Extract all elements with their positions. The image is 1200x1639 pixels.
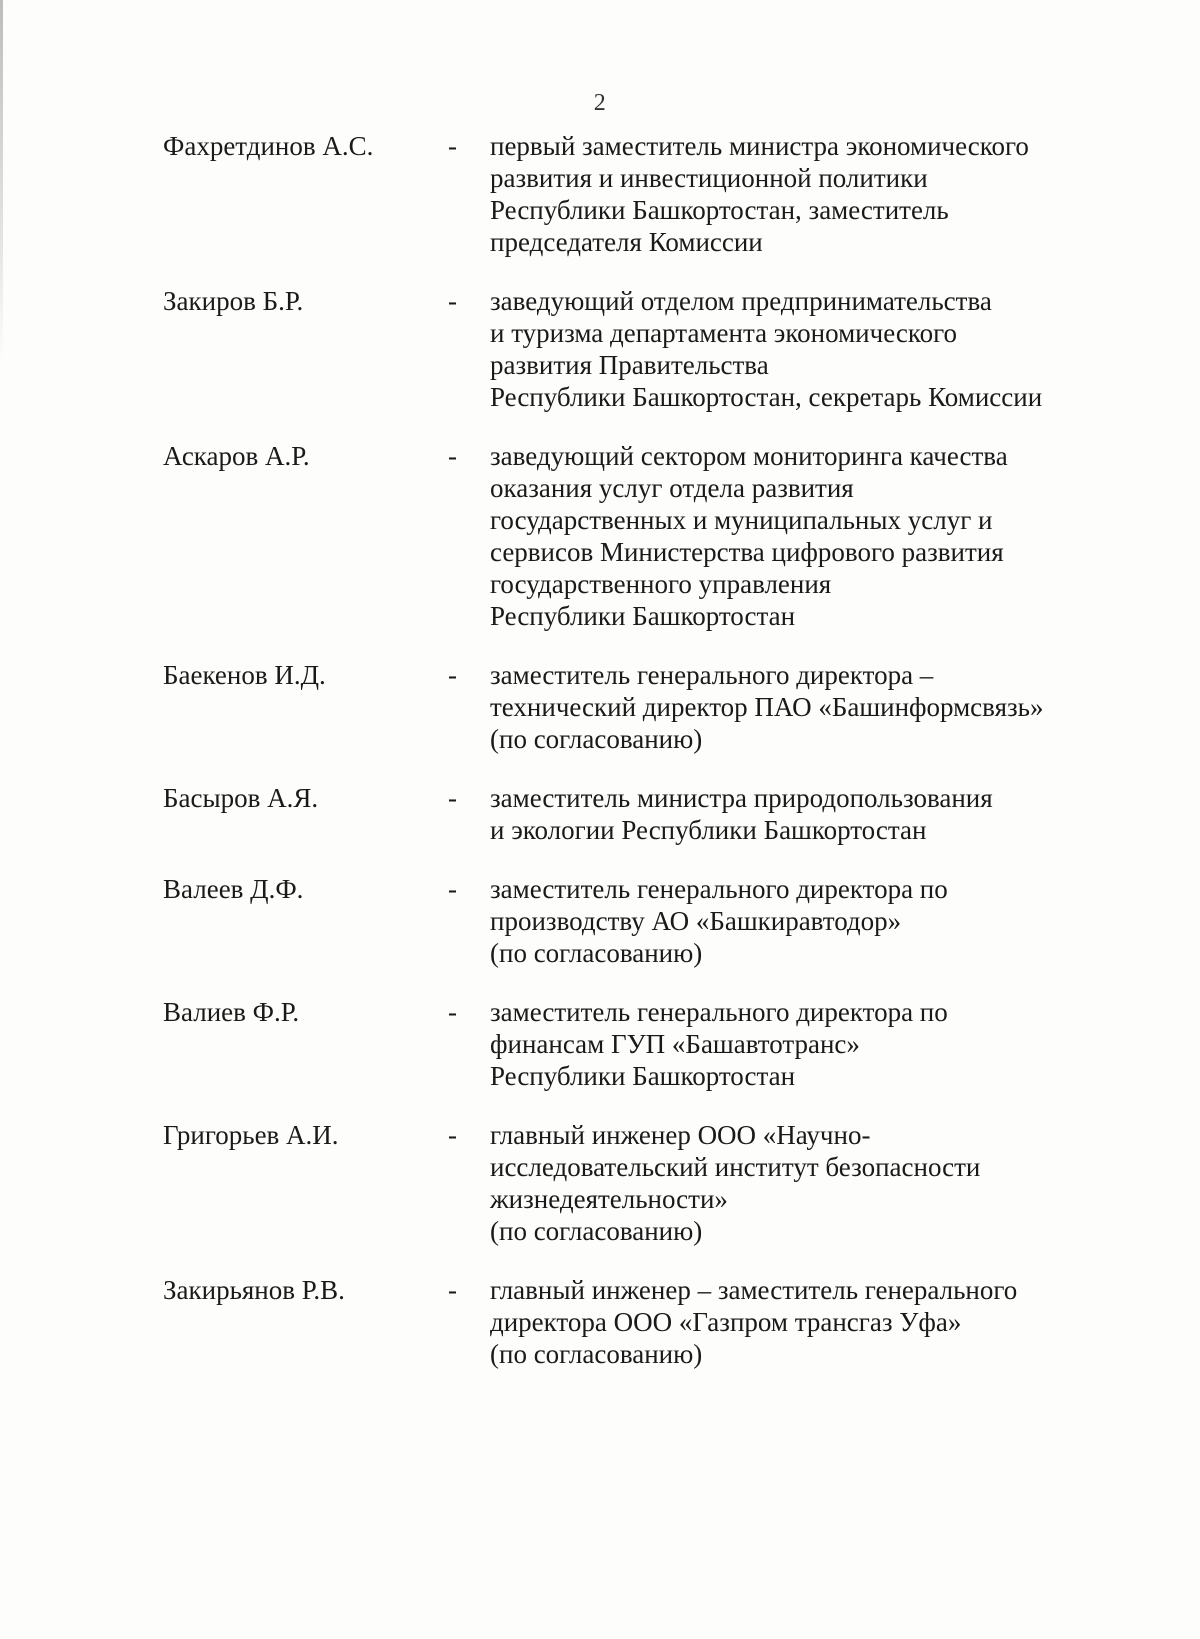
position-line: сервисов Министерства цифрового развития <box>490 537 1004 567</box>
member-row <box>163 873 1113 969</box>
position-line: производству АО «Башкиравтодор» <box>490 906 902 936</box>
member-name: Валиев Ф.Р. <box>163 997 300 1027</box>
position-line: Республики Башкортостан <box>490 601 796 631</box>
position-line: развития Правительства <box>490 350 769 380</box>
position-line: государственного управления <box>490 569 832 599</box>
position-line: и экологии Республики Башкортостан <box>490 815 927 845</box>
position-line: главный инженер – заместитель генерального <box>490 1275 1018 1305</box>
position-line: главный инженер ООО «Научно- <box>490 1120 871 1150</box>
member-dash: - <box>448 1120 457 1150</box>
position-line: заместитель генерального директора – <box>490 660 934 690</box>
position-line: заместитель министра природопользования <box>490 783 993 813</box>
member-row <box>163 440 1113 632</box>
member-row <box>163 782 1113 846</box>
member-dash: - <box>448 1275 457 1305</box>
position-line: (по согласованию) <box>490 1339 703 1369</box>
member-dash: - <box>448 441 457 471</box>
member-dash: - <box>448 874 457 904</box>
member-row <box>163 1274 1113 1370</box>
position-line: заместитель генерального директора по <box>490 874 948 904</box>
position-line: оказания услуг отдела развития <box>490 473 854 503</box>
member-position <box>490 873 1113 969</box>
position-line: заведующий отделом предпринимательства <box>490 286 992 316</box>
position-line: жизнедеятельности» <box>490 1184 728 1214</box>
position-line: Республики Башкортостан, заместитель <box>490 195 949 225</box>
position-line: председателя Комиссии <box>490 227 763 257</box>
member-dash: - <box>448 783 457 813</box>
member-name: Басыров А.Я. <box>163 783 319 813</box>
member-dash: - <box>448 660 457 690</box>
position-line: технический директор ПАО «Башинформсвязь» <box>490 692 1044 722</box>
position-line: Республики Башкортостан, секретарь Комиссии <box>490 382 1043 412</box>
member-position <box>490 130 1113 258</box>
position-line: заведующий сектором мониторинга качества <box>490 441 1008 471</box>
position-line: (по согласованию) <box>490 1216 703 1246</box>
member-dash: - <box>448 286 457 316</box>
member-row <box>163 285 1113 413</box>
member-name: Закирьянов Р.В. <box>163 1275 345 1305</box>
member-name: Баекенов И.Д. <box>163 660 326 690</box>
position-line: финансам ГУП «Башавтотранс» <box>490 1029 860 1059</box>
member-position <box>490 285 1113 413</box>
page-number: 2 <box>593 90 607 116</box>
member-name: Григорьев А.И. <box>163 1120 339 1150</box>
member-name: Закиров Б.Р. <box>163 286 304 316</box>
member-position <box>490 440 1113 632</box>
position-line: (по согласованию) <box>490 938 703 968</box>
position-line: Республики Башкортостан <box>490 1061 796 1091</box>
member-name: Аскаров А.Р. <box>163 441 310 471</box>
member-position <box>490 996 1113 1092</box>
members-list <box>163 130 1113 1370</box>
position-line: заместитель генерального директора по <box>490 997 948 1027</box>
member-position <box>490 659 1113 755</box>
member-row <box>163 1119 1113 1247</box>
position-line: развития и инвестиционной политики <box>490 163 928 193</box>
position-line: первый заместитель министра экономического <box>490 131 1029 161</box>
member-name: Валеев Д.Ф. <box>163 874 304 904</box>
member-name: Фахретдинов А.С. <box>163 131 374 161</box>
member-position <box>490 1274 1113 1370</box>
position-line: (по согласованию) <box>490 724 703 754</box>
position-line: исследовательский институт безопасности <box>490 1152 981 1182</box>
position-line: директора ООО «Газпром трансгаз Уфа» <box>490 1307 962 1337</box>
member-position <box>490 1119 1113 1247</box>
member-row <box>163 659 1113 755</box>
member-dash: - <box>448 997 457 1027</box>
member-row <box>163 996 1113 1092</box>
position-line: государственных и муниципальных услуг и <box>490 505 993 535</box>
member-row <box>163 130 1113 258</box>
member-dash: - <box>448 131 457 161</box>
position-line: и туризма департамента экономического <box>490 318 957 348</box>
scan-edge-shadow <box>0 0 3 360</box>
member-position <box>490 782 1113 846</box>
